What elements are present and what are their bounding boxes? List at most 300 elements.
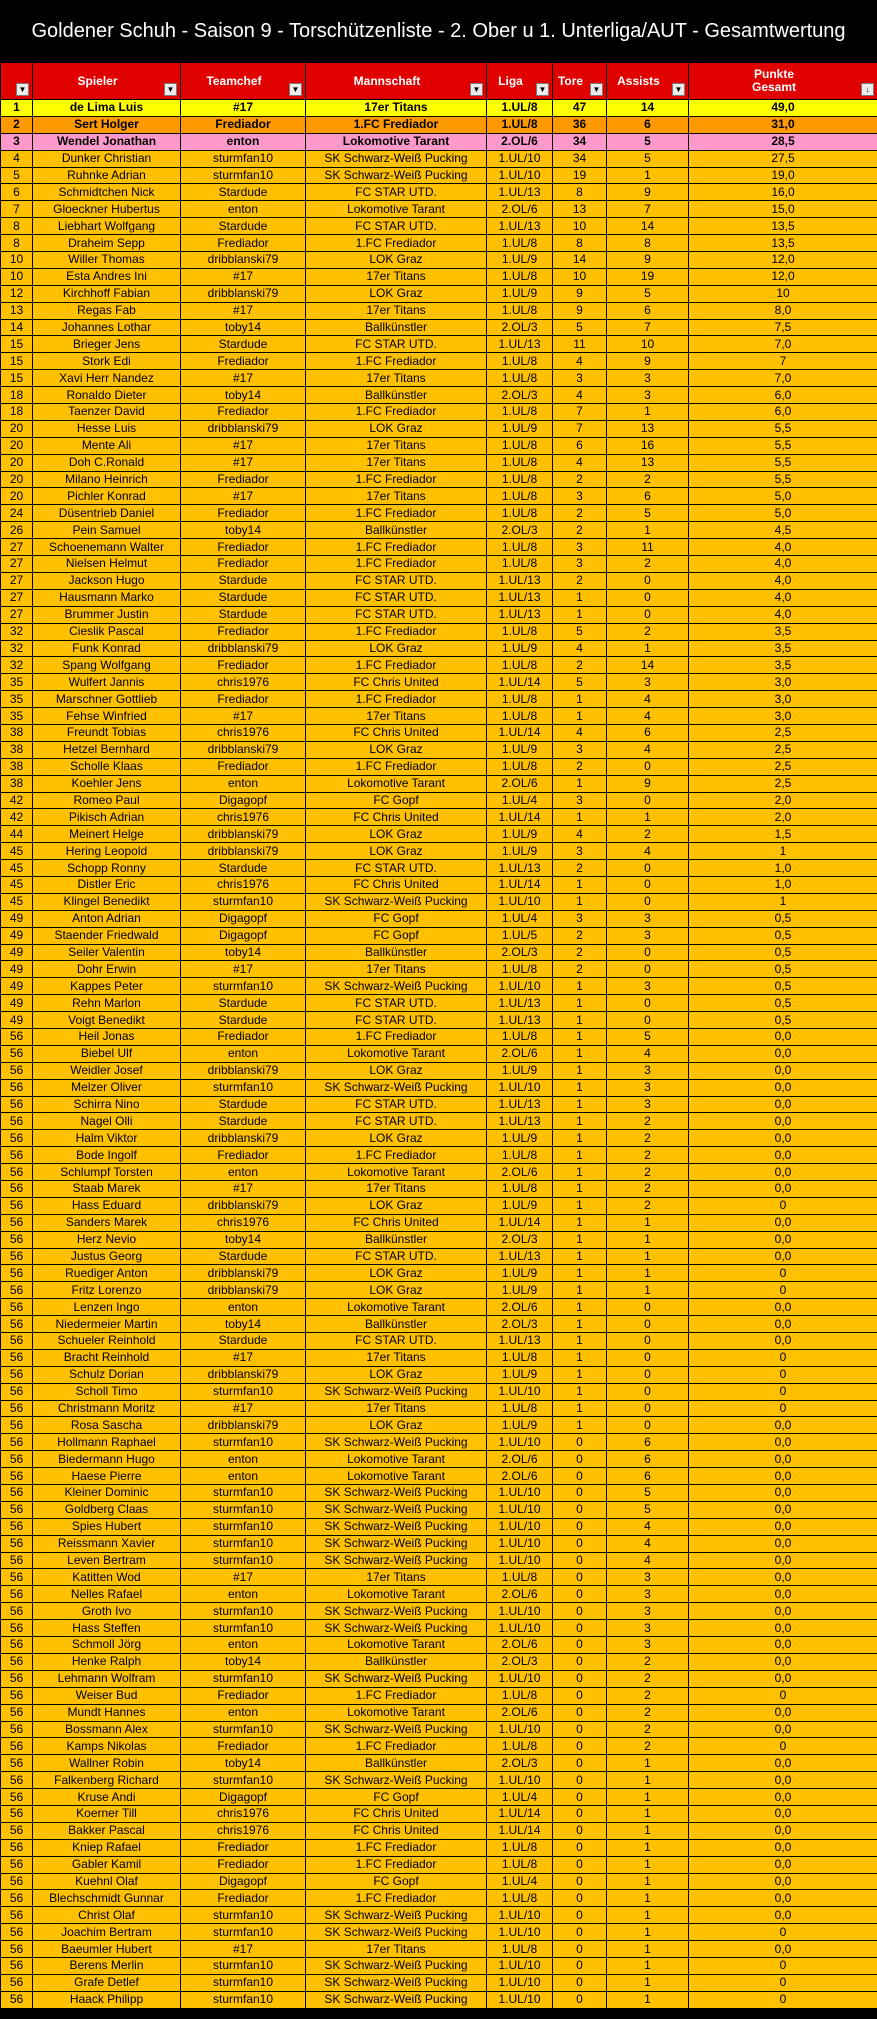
table-row [1,1924,877,1941]
teamchef-cell: dribblanski79 [181,1197,306,1214]
teamchef-cell: dribblanski79 [181,1062,306,1079]
mannschaft-cell: FC STAR UTD. [306,606,487,623]
table-row [1,1991,877,2008]
mannschaft-cell: LOK Graz [306,285,487,302]
teamchef-cell: sturmfan10 [181,1485,306,1502]
liga-cell: 1.UL/10 [487,1924,553,1941]
punkte-cell: 13,5 [689,235,877,252]
assists-cell: 6 [607,1468,689,1485]
punkte-cell: 0,0 [689,1248,877,1265]
table-row [1,556,877,573]
teamchef-cell: enton [181,201,306,218]
table-row [1,1569,877,1586]
dropdown-arrow-icon[interactable]: ▼ [164,83,177,96]
spieler-cell: Lenzen Ingo [33,1299,181,1316]
teamchef-cell: sturmfan10 [181,1924,306,1941]
spieler-cell: Dohr Erwin [33,961,181,978]
teamchef-cell: #17 [181,488,306,505]
table-row [1,572,877,589]
rank-cell: 56 [1,1704,33,1721]
rank-cell: 56 [1,1755,33,1772]
assists-cell: 5 [607,1501,689,1518]
tore-cell: 0 [553,1974,607,1991]
assists-cell: 1 [607,1282,689,1299]
rank-cell: 49 [1,944,33,961]
tore-cell: 0 [553,1721,607,1738]
liga-cell: 1.UL/13 [487,995,553,1012]
teamchef-cell: chris1976 [181,724,306,741]
mannschaft-cell: FC Chris United [306,1805,487,1822]
liga-cell: 1.UL/10 [487,1485,553,1502]
punkte-cell: 1,5 [689,826,877,843]
header-assists [607,63,689,100]
tore-cell: 0 [553,1772,607,1789]
punkte-cell: 8,0 [689,302,877,319]
tore-cell: 4 [553,724,607,741]
punkte-cell: 7,5 [689,319,877,336]
tore-cell: 2 [553,505,607,522]
punkte-cell: 0,0 [689,1147,877,1164]
liga-cell: 2.OL/6 [487,1704,553,1721]
liga-cell: 1.UL/4 [487,1873,553,1890]
spieler-cell: Ronaldo Dieter [33,387,181,404]
teamchef-cell: dribblanski79 [181,1417,306,1434]
spieler-cell: Ruediger Anton [33,1265,181,1282]
tore-cell: 1 [553,1383,607,1400]
teamchef-cell: Stardude [181,1113,306,1130]
rank-cell: 56 [1,1586,33,1603]
spieler-cell: Draheim Sepp [33,235,181,252]
tore-cell: 1 [553,1012,607,1029]
assists-cell: 1 [607,640,689,657]
dropdown-arrow-icon[interactable]: ▼ [536,83,549,96]
assists-cell: 2 [607,623,689,640]
teamchef-cell: Stardude [181,1248,306,1265]
spieler-cell: Grafe Detlef [33,1974,181,1991]
punkte-cell: 0,5 [689,961,877,978]
spieler-cell: Baeumler Hubert [33,1941,181,1958]
assists-cell: 3 [607,370,689,387]
spieler-cell: Xavi Herr Nandez [33,370,181,387]
mannschaft-cell: Lokomotive Tarant [306,1586,487,1603]
liga-cell: 2.OL/3 [487,1653,553,1670]
liga-cell: 2.OL/6 [487,1637,553,1654]
punkte-cell: 0,0 [689,1873,877,1890]
assists-cell: 4 [607,1552,689,1569]
table-row [1,1518,877,1535]
teamchef-cell: sturmfan10 [181,1991,306,2008]
liga-cell: 1.UL/8 [487,1941,553,1958]
table-row [1,893,877,910]
mannschaft-cell: 1.FC Frediador [306,353,487,370]
mannschaft-cell: Lokomotive Tarant [306,1468,487,1485]
punkte-cell: 0,0 [689,1890,877,1907]
tore-cell: 1 [553,1028,607,1045]
spieler-cell: Pikisch Adrian [33,809,181,826]
mannschaft-cell: 17er Titans [306,454,487,471]
teamchef-cell: toby14 [181,319,306,336]
rank-cell: 56 [1,1653,33,1670]
spieler-cell: Funk Konrad [33,640,181,657]
assists-cell: 2 [607,1670,689,1687]
tore-cell: 4 [553,353,607,370]
spieler-cell: Anton Adrian [33,910,181,927]
rank-cell: 45 [1,843,33,860]
punkte-cell: 0,0 [689,1822,877,1839]
teamchef-cell: Stardude [181,336,306,353]
table-row [1,1501,877,1518]
liga-cell: 1.UL/13 [487,606,553,623]
table-row [1,150,877,167]
punkte-cell: 16,0 [689,184,877,201]
spieler-cell: Kuehnl Olaf [33,1873,181,1890]
assists-cell: 3 [607,1620,689,1637]
punkte-cell: 5,5 [689,471,877,488]
table-row [1,1552,877,1569]
assists-cell: 2 [607,471,689,488]
teamchef-cell: #17 [181,437,306,454]
spieler-cell: Klingel Benedikt [33,893,181,910]
mannschaft-cell: 1.FC Frediador [306,1028,487,1045]
tore-cell: 9 [553,285,607,302]
table-row [1,1214,877,1231]
table-row [1,1164,877,1181]
rank-cell: 56 [1,1856,33,1873]
rank-cell: 45 [1,893,33,910]
spieler-cell: Bossmann Alex [33,1721,181,1738]
spieler-cell: Schirra Nino [33,1096,181,1113]
tore-cell: 2 [553,572,607,589]
table-row [1,606,877,623]
mannschaft-cell: Lokomotive Tarant [306,1451,487,1468]
spieler-cell: Hass Eduard [33,1197,181,1214]
tore-cell: 9 [553,302,607,319]
table-row [1,1400,877,1417]
assists-cell: 2 [607,1164,689,1181]
assists-cell: 2 [607,556,689,573]
punkte-cell: 0,5 [689,944,877,961]
teamchef-cell: toby14 [181,1316,306,1333]
mannschaft-cell: SK Schwarz-Weiß Pucking [306,150,487,167]
rank-cell: 35 [1,691,33,708]
mannschaft-cell: Ballkünstler [306,1755,487,1772]
liga-cell: 1.UL/13 [487,218,553,235]
teamchef-cell: Stardude [181,1096,306,1113]
punkte-cell: 1,0 [689,860,877,877]
spieler-cell: Spang Wolfgang [33,657,181,674]
spieler-cell: Düsentrieb Daniel [33,505,181,522]
spieler-cell: Joachim Bertram [33,1924,181,1941]
punkte-cell: 12,0 [689,252,877,269]
mannschaft-cell: 1.FC Frediador [306,235,487,252]
assists-cell: 2 [607,1181,689,1198]
rank-cell: 56 [1,1028,33,1045]
teamchef-cell: Frediador [181,758,306,775]
tore-cell: 0 [553,1839,607,1856]
punkte-cell: 0,0 [689,1451,877,1468]
punkte-cell: 10 [689,285,877,302]
teamchef-cell: #17 [181,1400,306,1417]
assists-cell: 6 [607,1451,689,1468]
punkte-cell: 0,0 [689,1586,877,1603]
rank-cell: 56 [1,1451,33,1468]
tore-cell: 0 [553,1637,607,1654]
rank-cell: 49 [1,927,33,944]
punkte-cell: 0,0 [689,1805,877,1822]
assists-cell: 0 [607,961,689,978]
teamchef-cell: enton [181,1451,306,1468]
spieler-cell: Schulz Dorian [33,1366,181,1383]
teamchef-cell: Frediador [181,505,306,522]
liga-cell: 1.UL/8 [487,488,553,505]
assists-cell: 1 [607,522,689,539]
assists-cell: 5 [607,1485,689,1502]
assists-cell: 19 [607,268,689,285]
liga-cell: 1.UL/9 [487,741,553,758]
dropdown-arrow-icon[interactable]: ▼ [289,83,302,96]
spieler-cell: Taenzer David [33,404,181,421]
dropdown-arrow-icon[interactable]: ▼ [16,83,29,96]
teamchef-cell: sturmfan10 [181,978,306,995]
tore-cell: 1 [553,1316,607,1333]
table-row [1,1265,877,1282]
punkte-cell: 3,5 [689,657,877,674]
mannschaft-cell: FC Chris United [306,724,487,741]
spieler-cell: Ruhnke Adrian [33,167,181,184]
mannschaft-cell: 17er Titans [306,1400,487,1417]
teamchef-cell: sturmfan10 [181,1721,306,1738]
punkte-cell: 12,0 [689,268,877,285]
tore-cell: 0 [553,1451,607,1468]
table-row [1,471,877,488]
rank-cell: 32 [1,640,33,657]
spieler-cell: Bakker Pascal [33,1822,181,1839]
punkte-cell: 0,0 [689,1856,877,1873]
punkte-cell: 28,5 [689,133,877,150]
table-row [1,1772,877,1789]
teamchef-cell: Stardude [181,1012,306,1029]
rank-cell: 56 [1,1552,33,1569]
tore-cell: 1 [553,775,607,792]
rank-cell: 27 [1,539,33,556]
tore-cell: 1 [553,1113,607,1130]
punkte-cell: 1,0 [689,876,877,893]
mannschaft-cell: FC Chris United [306,1214,487,1231]
liga-cell: 1.UL/8 [487,758,553,775]
tore-cell: 0 [553,1941,607,1958]
mannschaft-cell: SK Schwarz-Weiß Pucking [306,1974,487,1991]
assists-cell: 2 [607,1687,689,1704]
table-row [1,1603,877,1620]
table-row [1,1839,877,1856]
table-row [1,133,877,150]
assists-cell: 0 [607,995,689,1012]
table-row [1,995,877,1012]
assists-cell: 9 [607,184,689,201]
teamchef-cell: #17 [181,268,306,285]
table-row [1,876,877,893]
table-row [1,741,877,758]
dropdown-arrow-icon[interactable]: ▼ [672,83,685,96]
assists-cell: 3 [607,978,689,995]
teamchef-cell: #17 [181,370,306,387]
liga-cell: 1.UL/10 [487,978,553,995]
spieler-cell: Seiler Valentin [33,944,181,961]
teamchef-cell: toby14 [181,1231,306,1248]
table-row [1,1349,877,1366]
spieler-cell: Schmoll Jörg [33,1637,181,1654]
tore-cell: 1 [553,809,607,826]
mannschaft-cell: LOK Graz [306,741,487,758]
table-row [1,1941,877,1958]
teamchef-cell: dribblanski79 [181,640,306,657]
teamchef-cell: Frediador [181,539,306,556]
dropdown-arrow-icon[interactable]: ▼ [470,83,483,96]
punkte-cell: 3,0 [689,708,877,725]
liga-cell: 1.UL/8 [487,691,553,708]
mannschaft-cell: Ballkünstler [306,1316,487,1333]
mannschaft-cell: FC Gopf [306,792,487,809]
mannschaft-cell: FC Chris United [306,876,487,893]
liga-cell: 1.UL/13 [487,184,553,201]
mannschaft-cell: SK Schwarz-Weiß Pucking [306,1383,487,1400]
assists-cell: 1 [607,1231,689,1248]
punkte-cell: 0,5 [689,927,877,944]
mannschaft-cell: LOK Graz [306,252,487,269]
rank-cell: 38 [1,724,33,741]
rank-cell: 56 [1,1974,33,1991]
liga-cell: 1.UL/9 [487,843,553,860]
punkte-cell: 0 [689,1349,877,1366]
assists-cell: 1 [607,1974,689,1991]
teamchef-cell: Digagopf [181,927,306,944]
tore-cell: 1 [553,1349,607,1366]
spieler-cell: Sanders Marek [33,1214,181,1231]
table-row [1,1890,877,1907]
punkte-cell: 0,0 [689,1620,877,1637]
assists-cell: 4 [607,708,689,725]
tore-cell: 7 [553,404,607,421]
tore-cell: 1 [553,1299,607,1316]
mannschaft-cell: FC STAR UTD. [306,1333,487,1350]
rank-cell: 49 [1,995,33,1012]
spieler-cell: Hass Steffen [33,1620,181,1637]
liga-cell: 1.UL/4 [487,1789,553,1806]
teamchef-cell: #17 [181,961,306,978]
table-row [1,691,877,708]
liga-cell: 1.UL/9 [487,640,553,657]
punkte-cell: 0,5 [689,995,877,1012]
teamchef-cell: sturmfan10 [181,1603,306,1620]
punkte-cell: 2,0 [689,809,877,826]
rank-cell: 56 [1,1535,33,1552]
mannschaft-cell: 1.FC Frediador [306,505,487,522]
assists-cell: 3 [607,387,689,404]
assists-cell: 1 [607,1856,689,1873]
liga-cell: 2.OL/6 [487,1468,553,1485]
spieler-cell: Freundt Tobias [33,724,181,741]
tore-cell: 1 [553,1147,607,1164]
spieler-cell: Heil Jonas [33,1028,181,1045]
rank-cell: 15 [1,336,33,353]
teamchef-cell: Stardude [181,218,306,235]
teamchef-cell: dribblanski79 [181,1282,306,1299]
spieler-cell: Fritz Lorenzo [33,1282,181,1299]
mannschaft-cell: FC STAR UTD. [306,184,487,201]
spieler-cell: Milano Heinrich [33,471,181,488]
tore-cell: 0 [553,1856,607,1873]
teamchef-cell: sturmfan10 [181,1907,306,1924]
table-row [1,1957,877,1974]
liga-cell: 1.UL/8 [487,370,553,387]
spieler-cell: Bracht Reinhold [33,1349,181,1366]
tore-cell: 0 [553,1890,607,1907]
table-row [1,167,877,184]
mannschaft-cell: 17er Titans [306,302,487,319]
punkte-cell: 0,0 [689,1096,877,1113]
teamchef-cell: enton [181,1637,306,1654]
liga-cell: 1.UL/9 [487,1265,553,1282]
liga-cell: 2.OL/3 [487,387,553,404]
teamchef-cell: chris1976 [181,876,306,893]
spieler-cell: Esta Andres Ini [33,268,181,285]
spieler-cell: Justus Georg [33,1248,181,1265]
assists-cell: 0 [607,589,689,606]
assists-cell: 4 [607,1045,689,1062]
spieler-cell: Regas Fab [33,302,181,319]
liga-cell: 1.UL/8 [487,302,553,319]
teamchef-cell: sturmfan10 [181,1383,306,1400]
spieler-cell: Spies Hubert [33,1518,181,1535]
teamchef-cell: #17 [181,1349,306,1366]
assists-cell: 14 [607,218,689,235]
rank-cell: 56 [1,1890,33,1907]
assists-cell: 4 [607,691,689,708]
teamchef-cell: dribblanski79 [181,1265,306,1282]
teamchef-cell: chris1976 [181,1805,306,1822]
rank-cell: 56 [1,1991,33,2008]
spieler-cell: Kniep Rafael [33,1839,181,1856]
mannschaft-cell: FC STAR UTD. [306,1096,487,1113]
table-row [1,1366,877,1383]
table-row [1,1653,877,1670]
assists-cell: 1 [607,1924,689,1941]
liga-cell: 1.UL/13 [487,1113,553,1130]
assists-cell: 0 [607,1012,689,1029]
spieler-cell: Fehse Winfried [33,708,181,725]
assists-cell: 0 [607,572,689,589]
tore-cell: 1 [553,1164,607,1181]
spieler-cell: Hausmann Marko [33,589,181,606]
assists-cell: 7 [607,201,689,218]
header-row [1,63,877,100]
rank-cell: 7 [1,201,33,218]
punkte-cell: 0 [689,1957,877,1974]
liga-cell: 2.OL/3 [487,319,553,336]
spieler-cell: Hesse Luis [33,420,181,437]
rank-cell: 56 [1,1316,33,1333]
spieler-cell: Jackson Hugo [33,572,181,589]
mannschaft-cell: SK Schwarz-Weiß Pucking [306,1772,487,1789]
teamchef-cell: enton [181,1164,306,1181]
assists-cell: 2 [607,1113,689,1130]
sort-descending-filter-icon[interactable]: ↓ [861,83,874,96]
teamchef-cell: Stardude [181,572,306,589]
spieler-cell: Reissmann Xavier [33,1535,181,1552]
liga-cell: 1.UL/13 [487,860,553,877]
assists-cell: 3 [607,1096,689,1113]
dropdown-arrow-icon[interactable]: ▼ [590,83,603,96]
